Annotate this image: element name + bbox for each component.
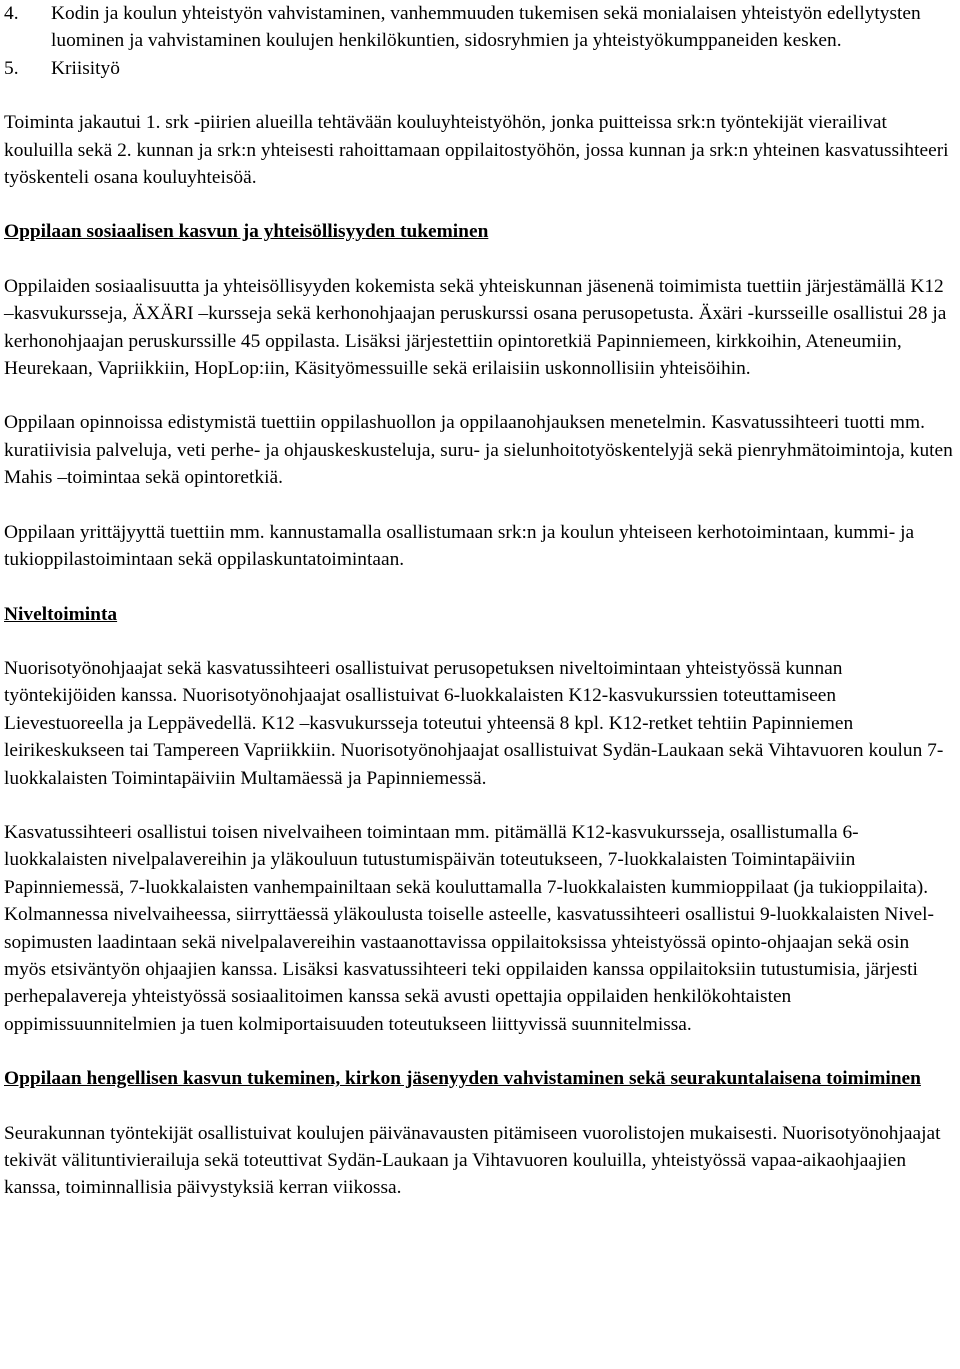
section-heading: Oppilaan hengellisen kasvun tukeminen, kirkon jäsenyyden vahvistaminen sekä seurakuntalaisena toimiminen — [4, 1068, 921, 1090]
paragraph: Oppilaiden sosiaalisuutta ja yhteisöllisyyden kokemista sekä yhteiskunnan jäsenenä toimimista tuettiin järjestämällä K12 –kasvukursseja, ÄXÄRI –kursseja sekä kerhonohjaajan peruskurssi osana perusopetusta. Äxäri -kursseille osallistui 28 ja kerhonohjaajan peruskurssille 45 oppilasta. Lisäksi järjestettiin opintoretkiä Papinniemeen, kirkkoihin, Ateneumiin, Heurekaan, Vapriikkiin, HopLop:iin, Käsityömessuille sekä erilaisiin uskonnollisiin yhteisöihin. — [4, 275, 947, 380]
list-text: Kodin ja koulun yhteistyön vahvistaminen, vanhemmuuden tukemisen sekä monialaisen yhteistyön edellytysten luominen ja vahvistaminen koulujen henkilökuntien, sidosryhmien ja yhteistyökumppaneiden kesken. — [51, 3, 921, 52]
list-item — [4, 0, 956, 55]
paragraph: Seurakunnan työntekijät osallistuivat koulujen päivänavausten pitämiseen vuorolistojen mukaisesti. Nuorisotyönohjaajat tekivät välituntivierailuja sekä toteuttivat Sydän-Laukaan ja Vihtavuoren kouluilla, yhteistyössä vapaa-aikaohjaajien kanssa, toiminnallisia päivystyksiä kerran viikossa. — [4, 1122, 941, 1199]
list-number: 5. — [4, 57, 19, 79]
section-heading: Niveltoiminta — [4, 603, 118, 625]
section-heading: Oppilaan sosiaalisen kasvun ja yhteisöllisyyden tukeminen — [4, 221, 489, 243]
list-text: Kriisityö — [51, 57, 120, 79]
list-item — [4, 55, 956, 82]
paragraph: Kasvatussihteeri osallistui toisen nivelvaiheen toimintaan mm. pitämällä K12-kasvukursseja, osallistumalla 6-luokkalaisten nivelpalavereihin ja yläkouluun tutustumispäivän toteutukseen, 7-luokkalaisten Toimintapäiviin Papinniemessä, 7-luokkalaisten vanhempainiltaan sekä kouluttamalla 7-luokkalaisten kummioppilaat (ja tukioppilaita). Kolmannessa nivelvaiheessa, siirryttäessä yläkoulusta toiselle asteelle, kasvatussihteeri osallistui 9-luokkalaisten Nivel-sopimusten laadintaan sekä nivelpalavereihin vastaanottavissa oppilaitoksissa yhteistyössä opinto-ohjaajan sekä osin myös etsiväntyön ohjaajien kanssa. Lisäksi kasvatussihteeri teki oppilaiden kanssa oppilaitoksiin tutustumisia, järjesti perhepalavereja yhteistyössä sosiaalitoimen kanssa sekä avusti opettajia oppilaiden henkilökohtaisten oppimissuunnitelmien ja tuen kolmiportaisuuden toteutukseen liittyvissä suunnitelmissa. — [4, 821, 934, 1035]
paragraph: Oppilaan opinnoissa edistymistä tuettiin oppilashuollon ja oppilaanohjauksen menetelmin. Kasvatussihteeri tuotti mm. kuratiivisia palveluja, veti perhe- ja ohjauskeskusteluja, suru- ja sielunhoitotyöskentelyjä sekä pienryhmätoimintoja, kuten Mahis –toimintaa sekä opintoretkiä. — [4, 412, 953, 489]
intro-paragraph: Toiminta jakautui 1. srk -piirien alueilla tehtävään kouluyhteistyöhön, jonka puitteissa srk:n työntekijät vierailivat kouluilla sekä 2. kunnan ja srk:n yhteisesti rahoittamaan oppilaitostyöhön, jossa kunnan ja srk:n yhteinen kasvatussihteeri työskenteli osana kouluyhteisöä. — [4, 112, 949, 189]
paragraph: Oppilaan yrittäjyyttä tuettiin mm. kannustamalla osallistumaan srk:n ja koulun yhteiseen kerhotoimintaan, kummi- ja tukioppilastoimintaan sekä oppilaskuntatoimintaan. — [4, 521, 915, 571]
list-number: 4. — [4, 3, 19, 24]
paragraph: Nuorisotyönohjaajat sekä kasvatussihteeri osallistuivat perusopetuksen niveltoimintaan yhteistyössä kunnan työntekijöiden kanssa. Nuorisotyönohjaajat osallistuivat 6-luokkalaisten K12-kasvukurssien toteuttamiseen Lievestuoreella ja Leppävedellä. K12 –kasvukursseja toteutui yhteensä 8 kpl. K12-retket tehtiin Papinniemen leirikeskukseen tai Tampereen Vapriikkiin. Nuorisotyönohjaajat osallistuivat Sydän-Laukaan sekä Vihtavuoren koulun 7-luokkalaisten Toimintapäiviin Multamäessä ja Papinniemessä. — [4, 657, 944, 789]
